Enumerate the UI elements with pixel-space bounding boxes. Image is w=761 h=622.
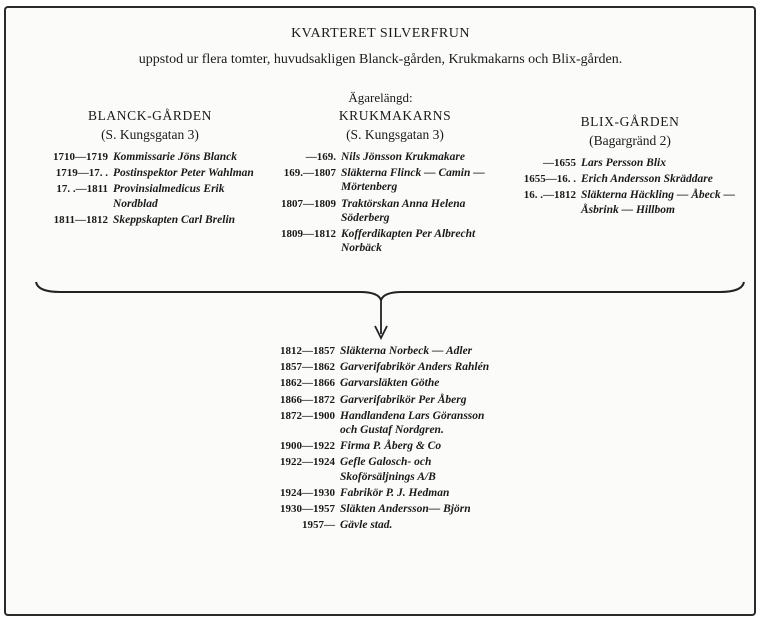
- owner-entry: [273, 360, 503, 374]
- owner-name: Postinspektor Peter Wahlman: [113, 167, 254, 180]
- owner-name: Släkterna Flinck — Camin — Mörtenberg: [341, 167, 485, 194]
- owner-list-merged: [273, 344, 503, 534]
- owner-name: Kofferdikapten Per Albrecht Norbäck: [341, 228, 476, 255]
- owner-name: Gävle stad.: [340, 519, 393, 532]
- column-address: (S. Kungsgatan 3): [101, 127, 199, 142]
- owner-name: Fabrikör P. J. Hedman: [340, 486, 450, 499]
- owner-entry: [273, 518, 503, 532]
- column-name: KRUKMAKARNS: [338, 108, 452, 123]
- owners-heading: Ägarelängd:: [348, 90, 413, 105]
- owner-name: Lars Persson Blix: [581, 157, 666, 169]
- owner-years: 1655—16. .: [523, 173, 576, 186]
- owner-years: 1809—1812: [281, 228, 336, 241]
- owner-years: 1862—1866: [280, 377, 335, 390]
- owner-name: Skeppskapten Carl Brelin: [113, 213, 236, 226]
- column-name: BLANCK-GÅRDEN: [87, 108, 213, 123]
- owner-entry: [273, 502, 503, 516]
- owner-entry: [273, 344, 503, 358]
- owner-name: Provinsialmedicus Erik Nordblad: [113, 183, 225, 210]
- owner-years: 1807—1809: [281, 197, 336, 210]
- owner-years: 1957—: [302, 519, 335, 532]
- owner-years: —169.: [305, 151, 336, 163]
- owner-name: Släkterna Norbeck — Adler: [340, 345, 473, 357]
- column-name: BLIX-GÅRDEN: [580, 114, 680, 129]
- owner-name: Kommissarie Jöns Blanck: [113, 151, 237, 163]
- owner-entry: [273, 455, 503, 483]
- owner-years: —1655: [543, 157, 576, 169]
- owner-years: 1866—1872: [280, 393, 335, 406]
- owner-entry: [273, 439, 503, 453]
- owner-name: Garvarsläkten Göthe: [340, 377, 440, 390]
- owner-entry: [273, 486, 503, 500]
- document-title: KVARTERET SILVERFRUN: [291, 26, 470, 41]
- owner-name: Släkterna Häckling — Åbeck — Åsbrink — Hillbom: [581, 189, 735, 216]
- document-subtitle: uppstod ur flera tomter, huvudsakligen Blanck-gården, Krukmakarns och Blix-gården.: [138, 52, 623, 67]
- owner-years: 1872—1900: [280, 409, 335, 422]
- owner-name: Nils Jönsson Krukmakare: [341, 151, 465, 163]
- owner-entry: [273, 409, 503, 437]
- owner-name: Garverifabrikör Per Åberg: [340, 393, 467, 406]
- owner-years: 17. .—1811: [56, 183, 108, 196]
- owner-years: 1930—1957: [280, 503, 335, 516]
- owner-years: 1811—1812: [53, 213, 108, 226]
- owner-name: Firma P. Åberg & Co: [340, 440, 442, 453]
- owner-entry: [273, 376, 503, 390]
- owner-name: Handlandena Lars Göransson och Gustaf Nordgren.: [340, 409, 485, 437]
- owner-name: Gefle Galosch- och Skoförsäljnings A/B: [340, 456, 436, 483]
- column-address: (Bagargränd 2): [589, 133, 671, 148]
- owner-years: 1710—1719: [53, 151, 108, 163]
- owner-years: 1857—1862: [280, 361, 335, 374]
- owner-years: 1922—1924: [280, 456, 335, 469]
- owner-name: Traktörskan Anna Helena Söderberg: [341, 197, 466, 224]
- owner-name: Släkten Andersson— Björn: [340, 503, 471, 516]
- owner-entry: [273, 393, 503, 407]
- owner-years: 169.—1807: [283, 167, 336, 180]
- owner-years: 1719—17. .: [55, 167, 108, 180]
- owner-name: Garverifabrikör Anders Rahlén: [340, 361, 490, 374]
- owner-years: 1812—1857: [280, 345, 335, 357]
- column-address: (S. Kungsgatan 3): [346, 127, 444, 142]
- owner-years: 1924—1930: [280, 486, 335, 499]
- owner-years: 1900—1922: [280, 440, 335, 453]
- owner-name: Erich Andersson Skräddare: [581, 173, 713, 186]
- owner-years: 16. .—1812: [523, 189, 576, 202]
